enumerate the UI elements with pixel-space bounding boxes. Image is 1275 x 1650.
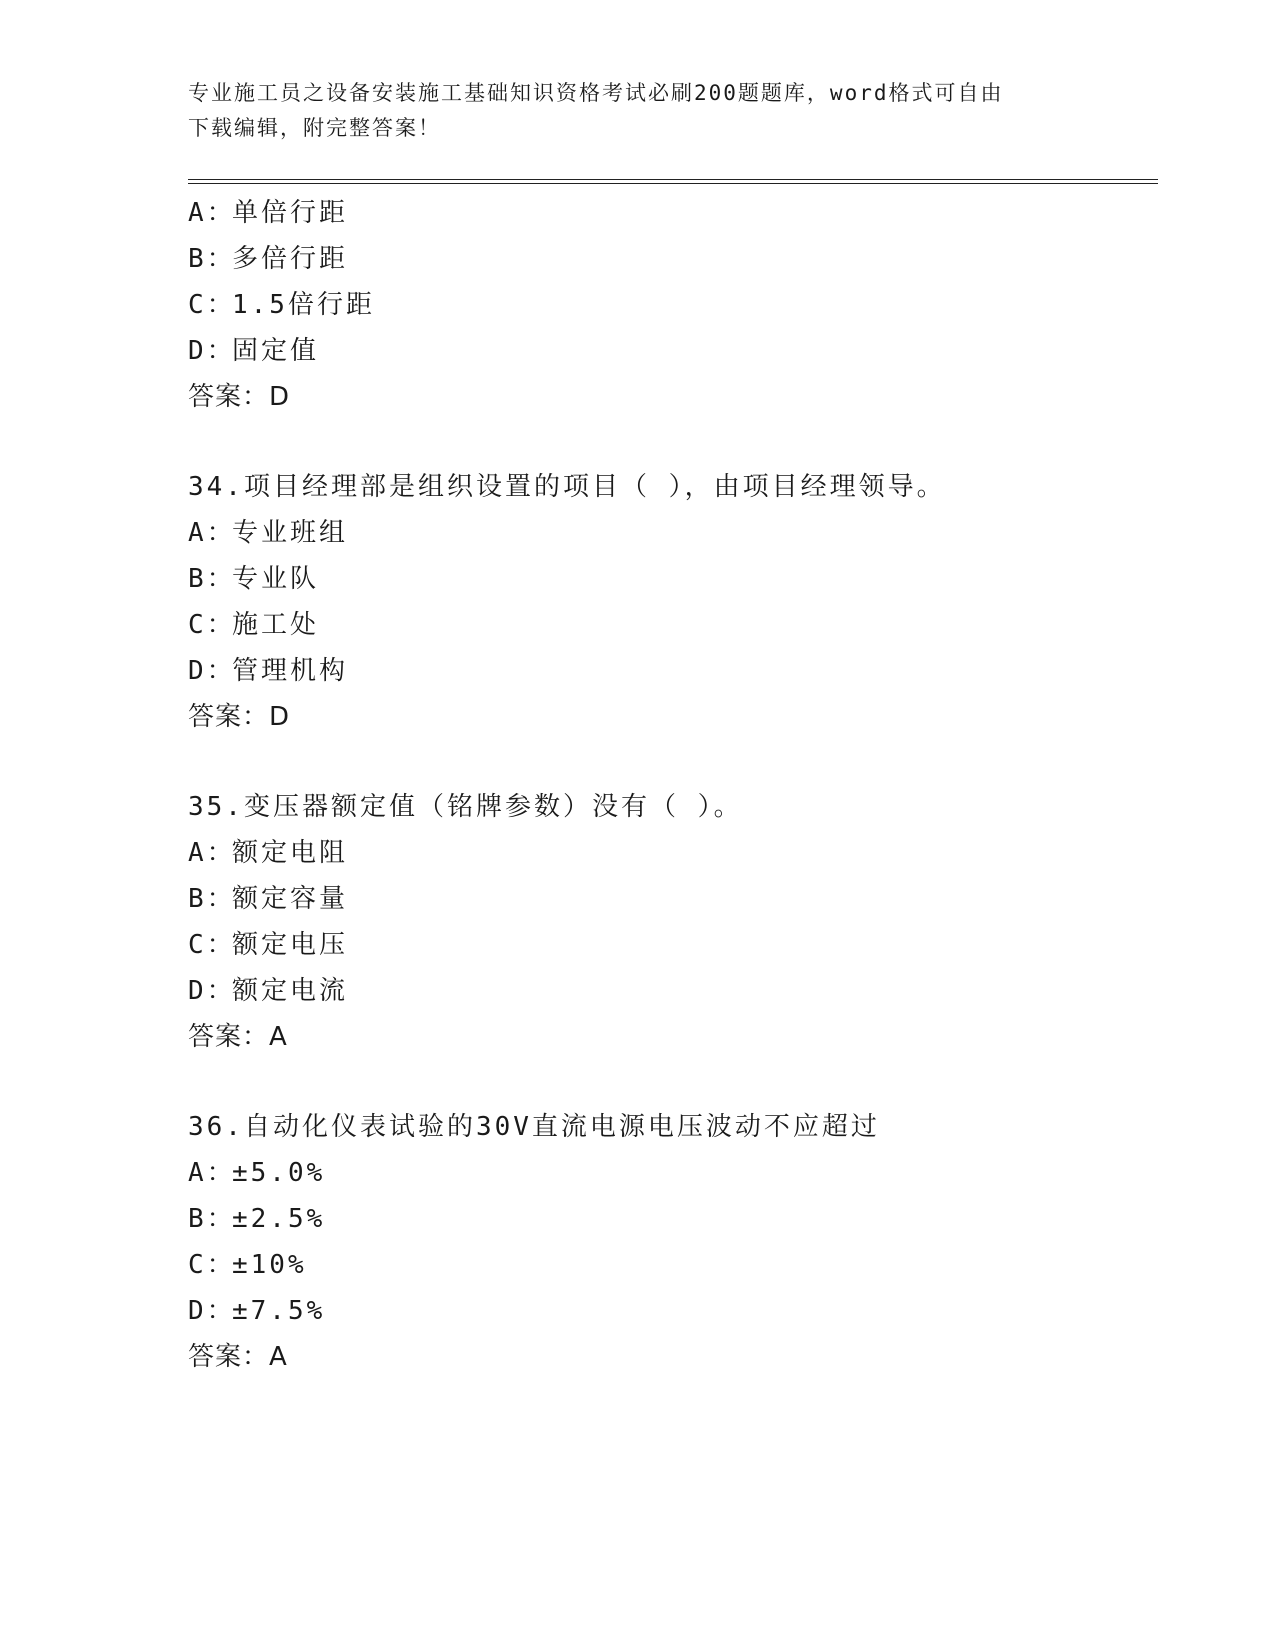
option-text: 额定电压	[232, 930, 349, 960]
question-title: 35.变压器额定值（铭牌参数）没有（ ）。	[188, 792, 743, 822]
question-title: 34.项目经理部是组织设置的项目（ ），由项目经理领导。	[188, 472, 946, 502]
option-text: 固定值	[232, 336, 320, 366]
option-text: 额定电阻	[232, 838, 349, 868]
option-text: ±7.5%	[232, 1296, 326, 1326]
option-letter: A：	[188, 1158, 236, 1188]
option-text: 额定电流	[232, 976, 349, 1006]
answer-line: 答案：D	[188, 702, 291, 732]
question-list	[188, 190, 1158, 1380]
option-letter: C：	[188, 290, 236, 320]
option-letter: C：	[188, 1250, 236, 1280]
option-text: ±5.0%	[232, 1158, 326, 1188]
option-d	[188, 648, 1158, 694]
option-a	[188, 190, 1158, 236]
option-text: 专业班组	[232, 518, 349, 548]
option-b	[188, 236, 1158, 282]
option-letter: A：	[188, 518, 236, 548]
question-35	[188, 784, 1158, 1060]
option-text: 多倍行距	[232, 244, 349, 274]
option-letter: D：	[188, 336, 236, 366]
option-a	[188, 510, 1158, 556]
option-d	[188, 328, 1158, 374]
option-letter: B：	[188, 244, 236, 274]
option-b	[188, 1196, 1158, 1242]
option-b	[188, 556, 1158, 602]
option-text: ±10%	[232, 1250, 307, 1280]
option-text: 专业队	[232, 564, 320, 594]
option-text: ±2.5%	[232, 1204, 326, 1234]
option-a	[188, 1150, 1158, 1196]
header-double-rule	[188, 179, 1158, 184]
option-c	[188, 602, 1158, 648]
option-text: 额定容量	[232, 884, 349, 914]
option-b	[188, 876, 1158, 922]
option-a	[188, 830, 1158, 876]
option-letter: A：	[188, 198, 236, 228]
answer-line: 答案：D	[188, 382, 291, 412]
document-header	[188, 76, 1088, 146]
header-line-1: 专业施工员之设备安装施工基础知识资格考试必刷200题题库，word格式可自由	[188, 81, 1004, 105]
option-c	[188, 922, 1158, 968]
question-34	[188, 464, 1158, 740]
option-d	[188, 1288, 1158, 1334]
option-text: 施工处	[232, 610, 320, 640]
option-letter: B：	[188, 884, 236, 914]
option-d	[188, 968, 1158, 1014]
question-36	[188, 1104, 1158, 1380]
answer-line: 答案：A	[188, 1342, 288, 1372]
question-title: 36.自动化仪表试验的30V直流电源电压波动不应超过	[188, 1112, 880, 1142]
option-text: 1.5倍行距	[232, 290, 375, 320]
option-text: 管理机构	[232, 656, 349, 686]
answer-line: 答案：A	[188, 1022, 288, 1052]
option-letter: C：	[188, 930, 236, 960]
option-letter: C：	[188, 610, 236, 640]
option-letter: D：	[188, 1296, 236, 1326]
option-c	[188, 282, 1158, 328]
option-letter: A：	[188, 838, 236, 868]
option-letter: D：	[188, 976, 236, 1006]
option-c	[188, 1242, 1158, 1288]
option-letter: B：	[188, 564, 236, 594]
header-line-2: 下载编辑，附完整答案！	[188, 116, 441, 140]
option-text: 单倍行距	[232, 198, 349, 228]
question-33	[188, 190, 1158, 420]
option-letter: D：	[188, 656, 236, 686]
option-letter: B：	[188, 1204, 236, 1234]
